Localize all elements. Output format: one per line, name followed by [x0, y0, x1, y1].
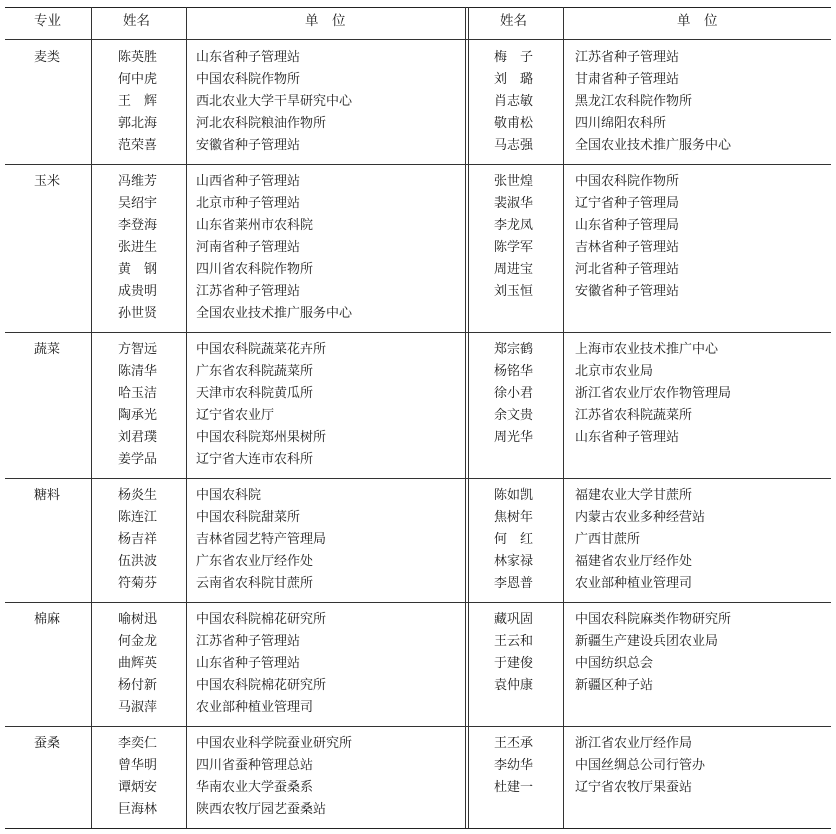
person-name: 李恩普: [494, 576, 534, 591]
person-unit: 农业部种植业管理司: [196, 700, 314, 715]
person-name: 谭炳安: [118, 780, 158, 795]
column-divider: [91, 7, 92, 828]
person-unit: 北京市种子管理站: [196, 196, 301, 211]
person-name: 陈连江: [118, 510, 158, 525]
specialty-label: 麦类: [34, 50, 61, 65]
specialty-label: 蔬菜: [34, 342, 61, 357]
person-name: 马志强: [494, 138, 534, 153]
person-unit: 河南省种子管理站: [196, 240, 301, 255]
person-name: 方智远: [118, 342, 158, 357]
person-name: 敬甫松: [494, 116, 534, 131]
person-unit: 吉林省园艺特产管理局: [196, 532, 327, 547]
person-unit: 吉林省种子管理站: [575, 240, 680, 255]
person-unit: 中国农科院作物所: [196, 72, 301, 87]
person-unit: 山东省种子管理站: [196, 656, 301, 671]
header-name-right: 姓名: [500, 13, 527, 29]
person-name: 余文贵: [494, 408, 534, 423]
person-unit: 浙江省农业厅经作局: [575, 736, 693, 751]
person-unit: 中国农科院棉花研究所: [196, 612, 327, 627]
person-name: 李登海: [118, 218, 158, 233]
person-unit: 中国农科院郑州果树所: [196, 430, 327, 445]
person-unit: 四川省蚕种管理总站: [196, 758, 314, 773]
person-unit: 广东省农科院蔬菜所: [196, 364, 314, 379]
person-name: 徐小君: [494, 386, 534, 401]
table-rule: [5, 7, 831, 8]
person-name: 吴绍宇: [118, 196, 158, 211]
person-name: 喻树迅: [118, 612, 158, 627]
person-unit: 甘肃省种子管理站: [575, 72, 680, 87]
person-unit: 中国农科院棉花研究所: [196, 678, 327, 693]
header-unit-left: 单 位: [305, 13, 346, 29]
person-unit: 云南省农科院甘蔗所: [196, 576, 314, 591]
person-name: 黄 钢: [118, 262, 158, 277]
table-rule: [5, 164, 831, 165]
person-name: 何 红: [494, 532, 534, 547]
person-name: 藏巩固: [494, 612, 534, 627]
person-name: 于建俊: [494, 656, 534, 671]
person-name: 林家禄: [494, 554, 534, 569]
person-unit: 全国农业技术推广服务中心: [196, 306, 353, 321]
person-name: 符菊芬: [118, 576, 158, 591]
person-name: 杨炎生: [118, 488, 158, 503]
person-unit: 陕西农牧厅园艺蚕桑站: [196, 802, 327, 817]
person-name: 周光华: [494, 430, 534, 445]
person-name: 刘君璞: [118, 430, 158, 445]
person-name: 哈玉洁: [118, 386, 158, 401]
header-unit-right: 单 位: [677, 13, 718, 29]
person-unit: 中国农科院甜菜所: [196, 510, 301, 525]
person-unit: 山东省种子管理局: [575, 218, 680, 233]
specialty-label: 蚕桑: [34, 736, 61, 751]
person-unit: 中国纺织总会: [575, 656, 654, 671]
person-name: 张进生: [118, 240, 158, 255]
person-unit: 中国农科院麻类作物研究所: [575, 612, 732, 627]
person-name: 巨海林: [118, 802, 158, 817]
person-name: 曲辉英: [118, 656, 158, 671]
person-unit: 辽宁省农业厅: [196, 408, 275, 423]
person-name: 成贵明: [118, 284, 158, 299]
person-name: 冯维芳: [118, 174, 158, 189]
person-unit: 山东省种子管理站: [196, 50, 301, 65]
column-divider-double: [465, 7, 469, 828]
person-name: 周进宝: [494, 262, 534, 277]
table-rule: [5, 478, 831, 479]
table-rule: [5, 726, 831, 727]
person-name: 肖志敏: [494, 94, 534, 109]
person-unit: 广东省农业厅经作处: [196, 554, 314, 569]
header-specialty: 专业: [34, 13, 61, 29]
person-unit: 河北农科院粮油作物所: [196, 116, 327, 131]
person-name: 王丕承: [494, 736, 534, 751]
person-unit: 安徽省种子管理站: [196, 138, 301, 153]
person-unit: 中国农科院蔬菜花卉所: [196, 342, 327, 357]
person-name: 陈如凯: [494, 488, 534, 503]
person-unit: 辽宁省农牧厅果蚕站: [575, 780, 693, 795]
specialty-label: 玉米: [34, 174, 61, 189]
person-name: 范荣喜: [118, 138, 158, 153]
person-name: 王云和: [494, 634, 534, 649]
person-unit: 北京市农业局: [575, 364, 654, 379]
person-name: 裴淑华: [494, 196, 534, 211]
person-name: 郑宗鹤: [494, 342, 534, 357]
person-name: 刘 璐: [494, 72, 534, 87]
person-name: 袁仲康: [494, 678, 534, 693]
column-divider: [563, 7, 564, 828]
table-rule: [5, 602, 831, 603]
person-name: 陈清华: [118, 364, 158, 379]
table-rule: [5, 39, 831, 40]
person-unit: 四川绵阳农科所: [575, 116, 667, 131]
person-unit: 福建农业大学甘蔗所: [575, 488, 693, 503]
person-unit: 中国农科院: [196, 488, 262, 503]
person-name: 杜建一: [494, 780, 534, 795]
person-unit: 华南农业大学蚕桑系: [196, 780, 314, 795]
person-unit: 新疆区种子站: [575, 678, 654, 693]
person-unit: 上海市农业技术推广中心: [575, 342, 719, 357]
person-unit: 山西省种子管理站: [196, 174, 301, 189]
person-name: 何中虎: [118, 72, 158, 87]
person-name: 李奕仁: [118, 736, 158, 751]
person-unit: 中国农业科学院蚕业研究所: [196, 736, 353, 751]
person-unit: 辽宁省大连市农科所: [196, 452, 314, 467]
column-divider: [186, 7, 187, 828]
specialty-label: 糖料: [34, 488, 61, 503]
person-name: 焦树年: [494, 510, 534, 525]
person-name: 李龙凤: [494, 218, 534, 233]
person-unit: 新疆生产建设兵团农业局: [575, 634, 719, 649]
specialty-label: 棉麻: [34, 612, 61, 627]
person-unit: 内蒙古农业多种经营站: [575, 510, 706, 525]
person-name: 张世煌: [494, 174, 534, 189]
header-name-left: 姓名: [123, 13, 150, 29]
person-name: 曾华明: [118, 758, 158, 773]
person-unit: 山东省种子管理站: [575, 430, 680, 445]
person-name: 陶承光: [118, 408, 158, 423]
person-unit: 黑龙江农科院作物所: [575, 94, 693, 109]
person-name: 李幼华: [494, 758, 534, 773]
person-unit: 天津市农科院黄瓜所: [196, 386, 314, 401]
person-unit: 广西甘蔗所: [575, 532, 641, 547]
person-unit: 中国丝绸总公司行管办: [575, 758, 706, 773]
person-unit: 全国农业技术推广服务中心: [575, 138, 732, 153]
person-name: 刘玉恒: [494, 284, 534, 299]
person-unit: 安徽省种子管理站: [575, 284, 680, 299]
person-unit: 中国农科院作物所: [575, 174, 680, 189]
person-name: 陈学军: [494, 240, 534, 255]
person-unit: 西北农业大学干旱研究中心: [196, 94, 353, 109]
person-unit: 辽宁省种子管理局: [575, 196, 680, 211]
person-unit: 四川省农科院作物所: [196, 262, 314, 277]
person-name: 郭北海: [118, 116, 158, 131]
person-unit: 江苏省种子管理站: [196, 634, 301, 649]
table-rule: [5, 828, 831, 829]
person-name: 杨付新: [118, 678, 158, 693]
person-unit: 江苏省种子管理站: [196, 284, 301, 299]
person-name: 何金龙: [118, 634, 158, 649]
person-name: 王 辉: [118, 94, 158, 109]
person-unit: 河北省种子管理站: [575, 262, 680, 277]
person-name: 孙世贤: [118, 306, 158, 321]
person-name: 杨吉祥: [118, 532, 158, 547]
person-unit: 农业部种植业管理司: [575, 576, 693, 591]
person-unit: 江苏省农科院蔬菜所: [575, 408, 693, 423]
person-name: 姜学品: [118, 452, 158, 467]
person-name: 杨铭华: [494, 364, 534, 379]
person-name: 陈英胜: [118, 50, 158, 65]
person-unit: 福建省农业厅经作处: [575, 554, 693, 569]
person-unit: 浙江省农业厅农作物管理局: [575, 386, 732, 401]
person-unit: 江苏省种子管理站: [575, 50, 680, 65]
person-name: 伍洪波: [118, 554, 158, 569]
person-name: 马淑萍: [118, 700, 158, 715]
table-rule: [5, 332, 831, 333]
person-unit: 山东省莱州市农科院: [196, 218, 314, 233]
person-name: 梅 子: [494, 50, 534, 65]
